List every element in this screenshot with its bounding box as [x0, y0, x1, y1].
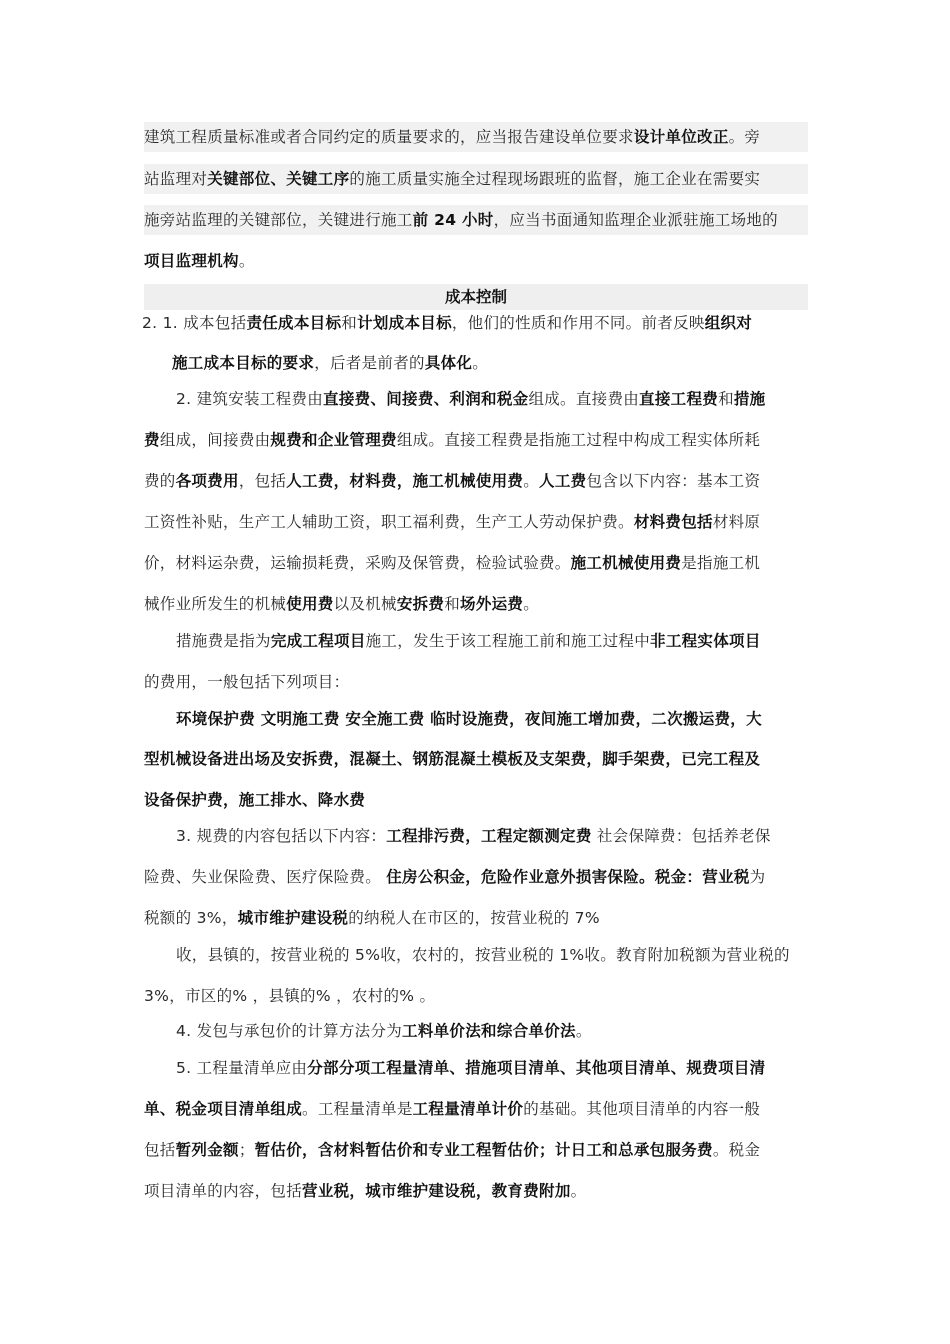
paragraph-line: 型机械设备进出场及安拆费，混凝土、钢筋混凝土模板及支架费，脚手架费，已完工程及	[144, 750, 761, 768]
paragraph-line: 单、税金项目清单组成。工程量清单是工程量清单计价的基础。其他项目清单的内容一般	[144, 1100, 761, 1118]
intro-line: 站监理对关键部位、关键工序的施工质量实施全过程现场跟班的监督，施工企业在需要实	[144, 164, 808, 194]
paragraph-line: 费的各项费用，包括人工费，材料费，施工机械使用费。人工费包含以下内容：基本工资	[144, 472, 761, 490]
intro-line: 施旁站监理的关键部位，关键进行施工前 24 小时，应当书面通知监理企业派驻施工场地的	[144, 205, 808, 235]
paragraph-line: 税额的 3%，城市维护建设税的纳税人在市区的，按营业税的 7%	[144, 909, 600, 927]
paragraph-line: 收，县镇的，按营业税的 5%收，农村的，按营业税的 1%收。教育附加税额为营业税的	[176, 946, 790, 964]
paragraph-line: 费组成，间接费由规费和企业管理费组成。直接工程费是指施工过程中构成工程实体所耗	[144, 431, 761, 449]
paragraph-line: 2. 建筑安装工程费由直接费、间接费、利润和税金组成。直接费由直接工程费和措施	[176, 390, 766, 408]
intro-line: 建筑工程质量标准或者合同约定的质量要求的，应当报告建设单位要求设计单位改正。旁	[144, 122, 808, 152]
paragraph-line: 包括暂列金额；暂估价，含材料暂估价和专业工程暂估价；计日工和总承包服务费。税金	[144, 1141, 761, 1159]
paragraph-line: 价，材料运杂费，运输损耗费，采购及保管费，检验试验费。施工机械使用费是指施工机	[144, 554, 761, 572]
paragraph-line: 的费用，一般包括下列项目：	[144, 673, 350, 691]
paragraph-line: 施工成本目标的要求，后者是前者的具体化。	[172, 354, 489, 372]
paragraph-line: 项目清单的内容，包括营业税，城市维护建设税，教育费附加。	[144, 1182, 587, 1200]
paragraph-line: 设备保护费，施工排水、降水费	[144, 791, 366, 809]
paragraph-line: 2. 1. 成本包括责任成本目标和计划成本目标，他们的性质和作用不同。前者反映组织对	[142, 314, 753, 332]
paragraph-line: 5. 工程量清单应由分部分项工程量清单、措施项目清单、其他项目清单、规费项目清	[176, 1059, 766, 1077]
paragraph-line: 措施费是指为完成工程项目施工，发生于该工程施工前和施工过程中非工程实体项目	[176, 632, 761, 650]
paragraph-line: 械作业所发生的机械使用费以及机械安拆费和场外运费。	[144, 595, 540, 613]
paragraph-line: 工资性补贴，生产工人辅助工资，职工福利费，生产工人劳动保护费。材料费包括材料原	[144, 513, 761, 531]
paragraph-line: 3. 规费的内容包括以下内容：工程排污费，工程定额测定费 社会保障费：包括养老保	[176, 827, 771, 845]
paragraph-line: 3%，市区的% ，县镇的% ，农村的% 。	[144, 987, 436, 1005]
paragraph-line: 4. 发包与承包价的计算方法分为工料单价法和综合单价法。	[176, 1022, 592, 1040]
paragraph-line: 险费、失业保险费、医疗保险费。 住房公积金，危险作业意外损害保险。税金：营业税为	[144, 868, 766, 886]
intro-line: 项目监理机构。	[144, 252, 255, 270]
section-title: 成本控制	[444, 288, 507, 306]
paragraph-line: 环境保护费 文明施工费 安全施工费 临时设施费，夜间施工增加费，二次搬运费，大	[176, 710, 762, 728]
